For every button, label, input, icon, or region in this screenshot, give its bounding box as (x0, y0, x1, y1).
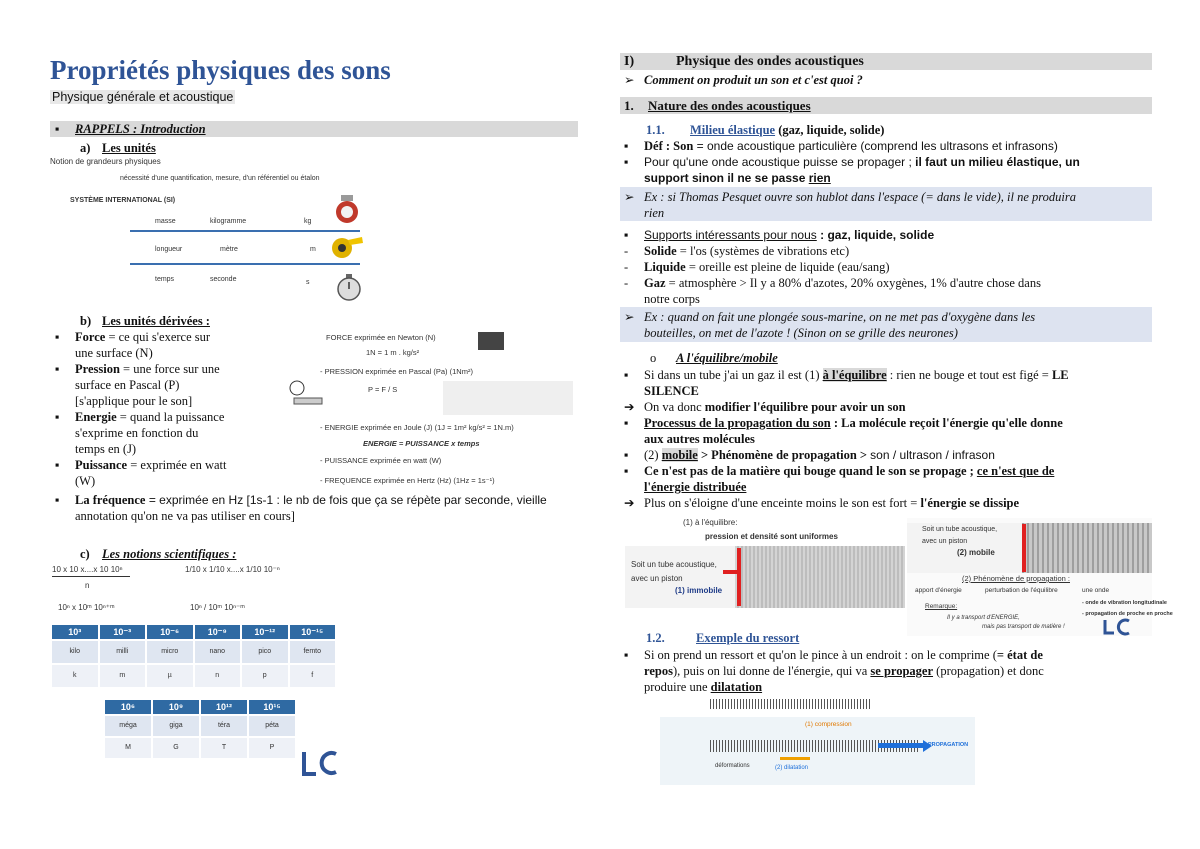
logo-fragment (1102, 618, 1132, 636)
h4-heading: 1.2. Exemple du ressort (646, 631, 800, 645)
prefix-table-1: 10³ 10⁻³ 10⁻⁶ 10⁻⁹ 10⁻¹² 10⁻¹⁵ kilo milli micro nano pico femto k m µ n p f (52, 625, 335, 687)
rappels-heading: ▪ RAPPELS : Introduction (55, 122, 206, 136)
example-thomas: ➢ Ex : si Thomas Pesquet ouvre son hublot dans l'espace (= dans le vide), il ne produira rien (624, 190, 1076, 220)
derived-units-slide: FORCE exprimée en Newton (N) 1N = 1 m . kg/s² - PRESSION exprimée en Pascal (Pa) (1Nm²) P = F / S - ENERGIE exprimée en Joule (J) (1J = 1m² kg/s² = 1N.m) ENERGIE = PUISSANCE x temps - PUISSANCE exprimée en watt (W) - FREQUENCE exprimée en Hertz (Hz) (1Hz = 1s⁻¹) (288, 328, 578, 488)
page-subtitle: Physique générale et acoustique (52, 90, 234, 104)
equilibre-list: ▪ Si dans un tube j'ai un gaz il est (1) à l'équilibre : rien ne bouge et tout est figé = LE SILENCE ➔ On va donc modifier l'équilibre pour avoir un son ▪ Processus de la propagation du son : La molécule reçoit l'énergie qu'elle donne aux autres molécules ▪ (2) mobile > Phénomène de propagation > son / ultrason / infrason ▪ Ce n'est pas de la matière qui bouge quand le son se propage ; ce n'est que de l'énergie distribuée ➔ Plus on s'éloigne d'une enceinte moins le son est fort = l'énergie se dissipe (624, 368, 1069, 510)
example-plongee: ➢ Ex : quand on fait une plongée sous-marine, on ne met pas d'oxygène dans les bouteilles, on met de l'azote ! (Sinon on se grille des neurones) (624, 310, 1036, 340)
prefix-table-2: 10⁶ 10⁹ 10¹² 10¹⁵ méga giga téra péta M G T P (105, 700, 295, 758)
ressort-paragraph: ▪ Si on prend un ressort et qu'on le pince à un endroit : on le comprime (= état de repos), puis on lui donne de l'énergie, qui va se propager (propagation) et donc produire une dilatation (624, 648, 1044, 694)
page-title: Propriétés physiques des sons (50, 55, 391, 85)
equilibre-heading: o A l'équilibre/mobile (650, 351, 778, 365)
supports-list: ▪ Supports intéressants pour nous : gaz, liquide, solide - Solide = l'os (systèmes de vibrations etc) - Liquide = oreille est pleine de liquide (eau/sang) - Gaz = atmosphère > Il y a 80% d'azotes, 20% oxygènes, 1% d'autre chose dans notre corps (624, 228, 1041, 306)
tube-equilibre-figure: (1) à l'équilibre: pression et densité sont uniformes Soit un tube acoustique, avec un piston (1) immobile (625, 518, 905, 610)
derivees-list: ▪ Force = ce qui s'exerce sur une surface (N) ▪ Pression = une force sur une surface en Pascal (P) [s'applique pour le son] ▪ Energie = quand la puissance s'exprime en fonction du temps en (J) ▪ Puissance = exprimée en watt (W) (55, 330, 227, 488)
unites-heading: a) Les unités (80, 141, 156, 155)
powers-slide: 10 x 10 x....x 10 10ⁿ n 1/10 x 1/10 x....x 1/10 10⁻ⁿ 10ⁿ x 10ᵐ 10ⁿ⁺ᵐ 10ⁿ / 10ᵐ 10ⁿ⁻ᵐ 10³ 10⁻³ 10⁻⁶ 10⁻⁹ 10⁻¹² 10⁻¹⁵ kilo milli micro nano pico femto k m µ n p f 10⁶ 10⁹ 10¹² 10¹⁵ méga giga téra péta M G T P (50, 563, 340, 781)
h2-heading: 1. Nature des ondes acoustiques (624, 98, 811, 113)
h1-heading: I) Physique des ondes acoustiques (624, 54, 864, 69)
si-slide-image: Notion de grandeurs physiques nécessité d'une quantification, mesure, d'un référentiel ou étalon SYSTÈME INTERNATIONAL (SI) masse kilogramme kg longueur mètre m temps seconde s (50, 155, 370, 303)
derivees-heading: b) Les unités dérivées : (80, 314, 210, 328)
question-line: ➢ Comment on produit un son et c'est quoi ? (624, 73, 863, 87)
tape-measure-icon (330, 235, 364, 261)
milieu-list: ▪ Déf : Son = onde acoustique particulière (comprend les ultrasons et infrasons) ▪ Pour qu'une onde acoustique puisse se propager ; il faut un milieu élastique, un support sinon il ne se passe rien (624, 139, 1080, 185)
frequence-item: ▪ La fréquence = exprimée en Hz [1s-1 : le nb de fois que ça se répète par seconde, vieille annotation qu'on ne va pas utiliser en cours] (55, 493, 547, 523)
logo-fragment (300, 748, 340, 778)
h3-heading: 1.1. Milieu élastique (gaz, liquide, solide) (646, 123, 885, 137)
scale-icon (332, 193, 362, 225)
tube-propagation-figure: Soit un tube acoustique, avec un piston (2) mobile (2) Phénomène de propagation : apport d'énergie perturbation de l'équilibre une onde - onde de vibration longitudinale - propagation de proche en proche Remarque: Il y a transport d'ENERGIE, mais pas transport de matière ! (907, 518, 1152, 636)
spring-figure: (1) compression PROPAGATION déformations (2) dilatation (660, 697, 975, 787)
stopwatch-icon (336, 273, 362, 301)
pressure-gauge-icon (288, 378, 324, 412)
notions-heading: c) Les notions scientifiques : (80, 547, 237, 561)
